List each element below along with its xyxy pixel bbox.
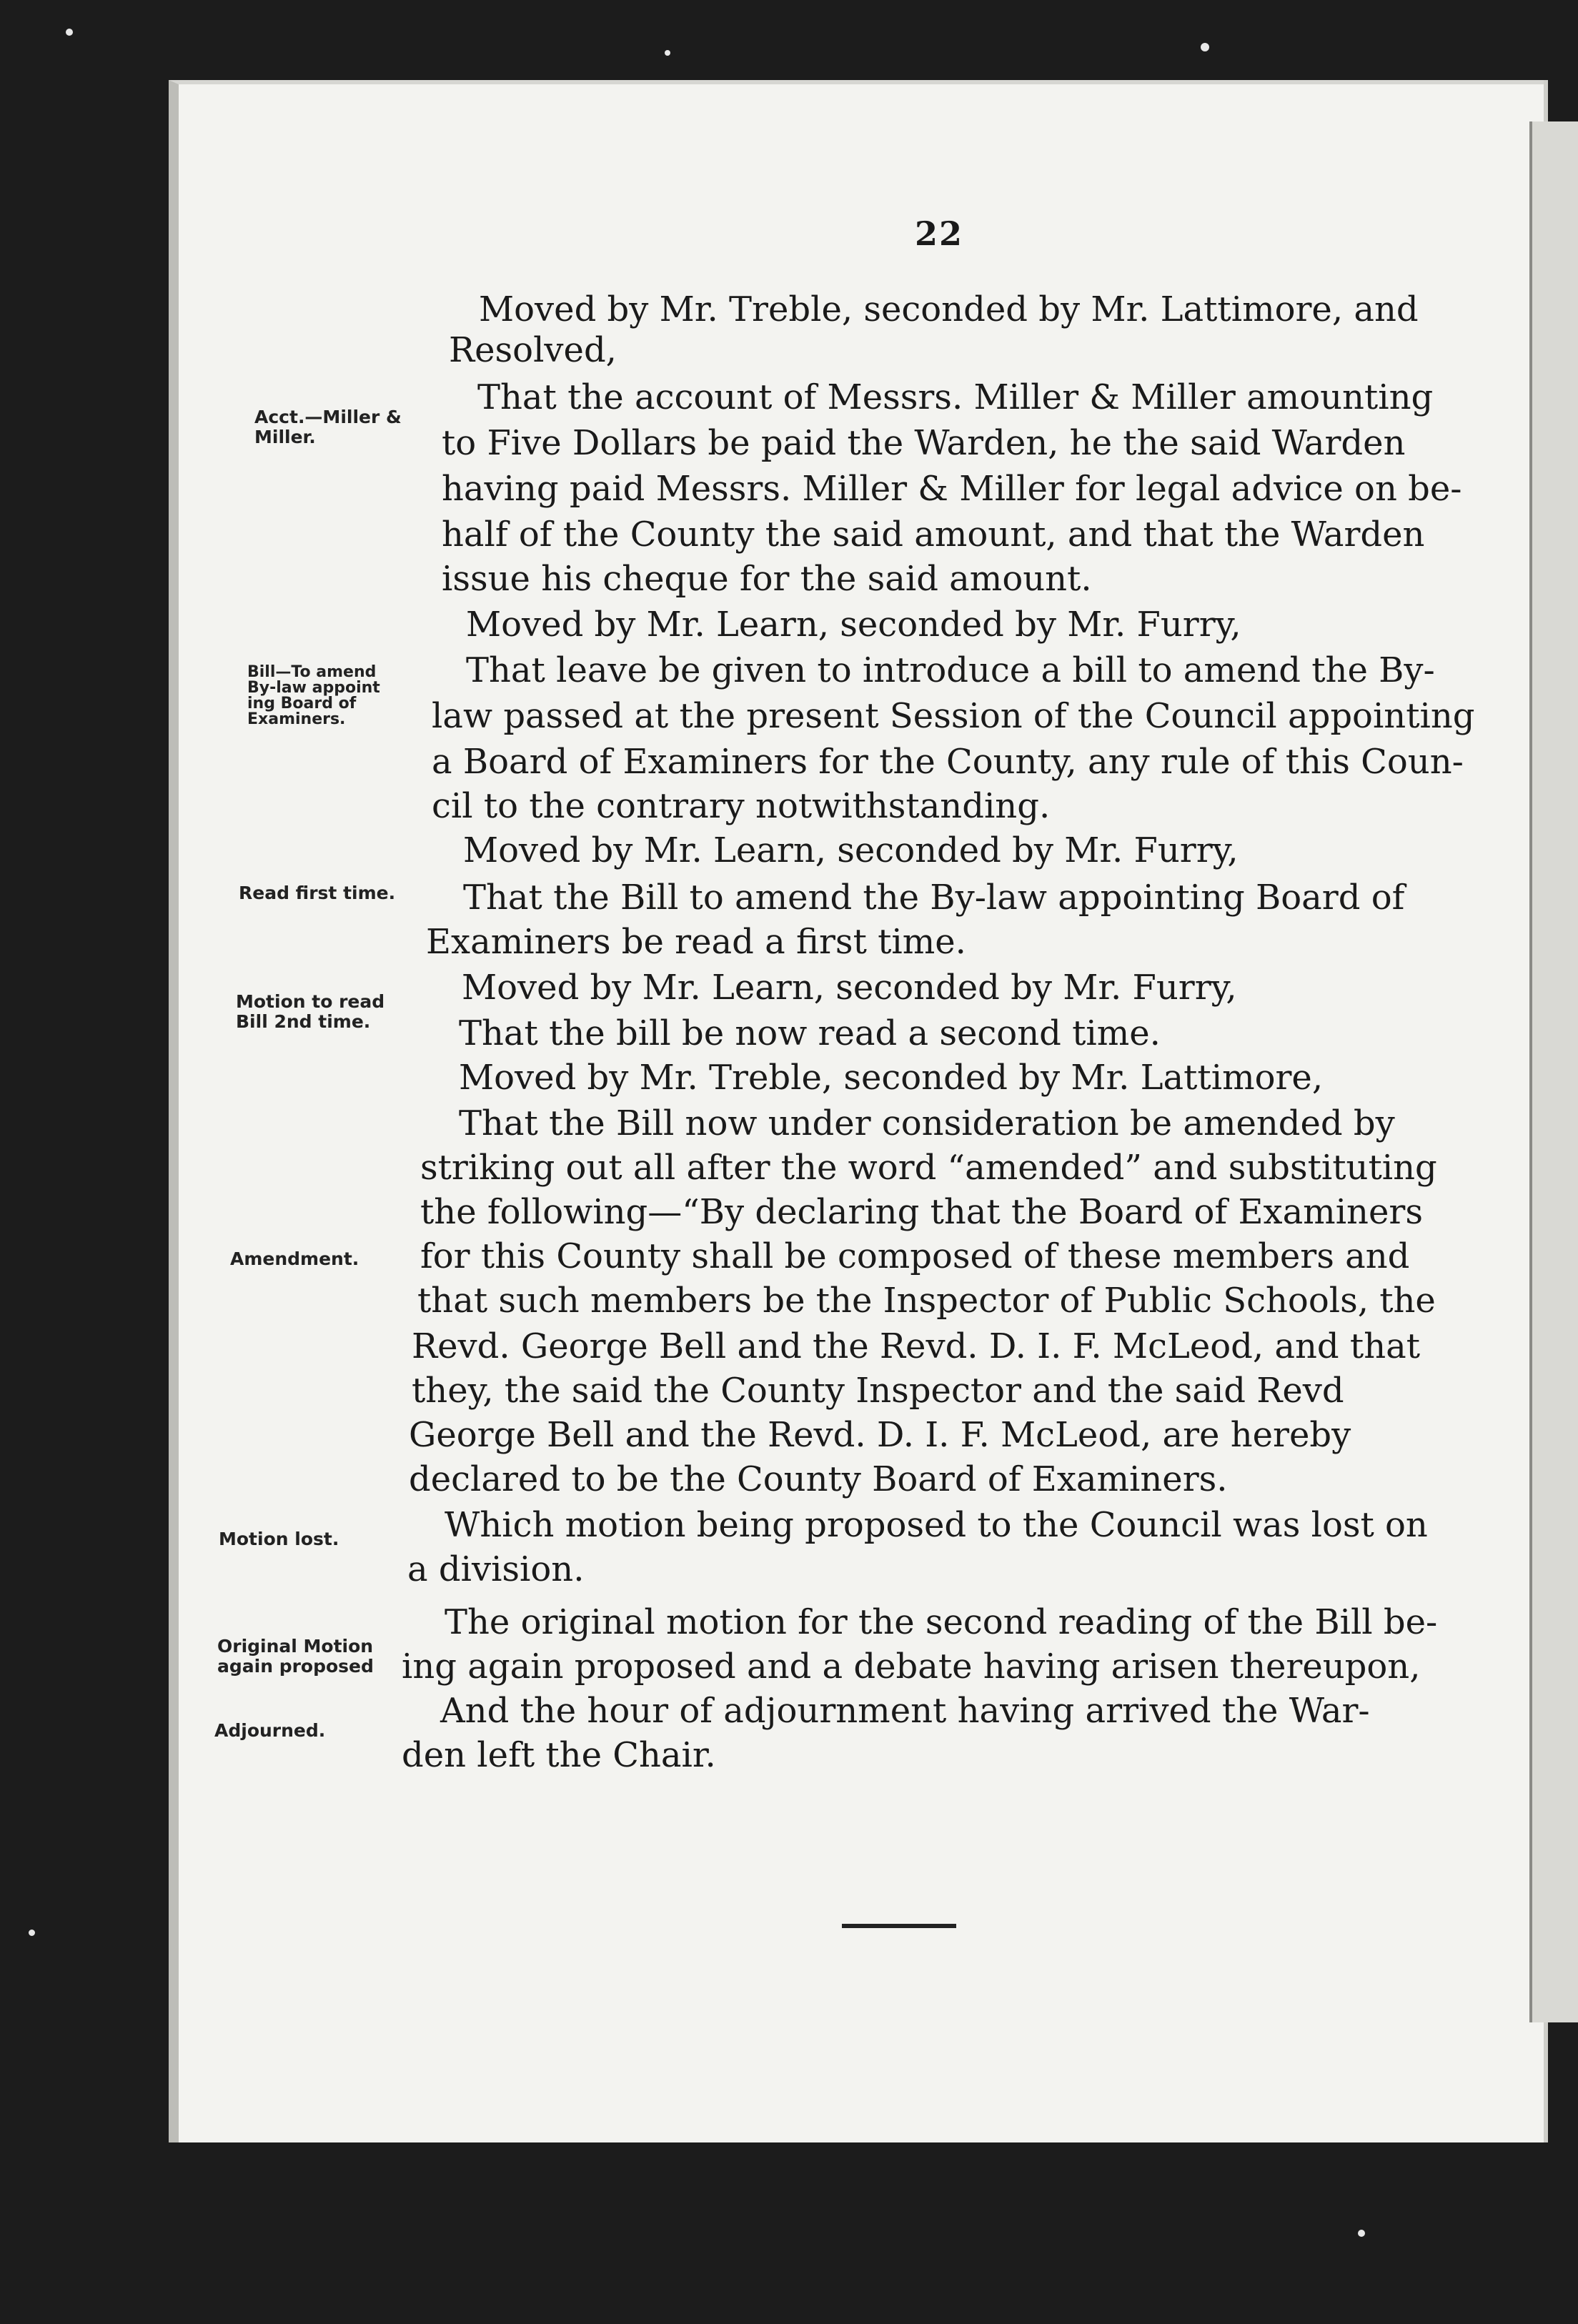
text-line: ing again proposed and a debate having arisen thereupon, [402,1647,1421,1687]
closing-rule [842,1924,956,1928]
text-line: That the Bill to amend the By-law appointing Board of [463,878,1405,918]
text-line: den left the Chair. [402,1735,716,1775]
text-line: Moved by Mr. Learn, seconded by Mr. Furry, [462,968,1237,1008]
film-speck [665,50,670,56]
margin-note: Motion to read Bill 2nd time. [236,991,385,1032]
next-page-edge [1529,121,1578,2022]
margin-note: Adjourned. [214,1720,326,1741]
text-line: law passed at the present Session of the Council appointing [432,696,1475,736]
text-line: That leave be given to introduce a bill to amend the By- [466,650,1435,690]
text-line: Examiners be read a first time. [426,922,966,962]
text-line: That the account of Messrs. Miller & Miller amounting [477,377,1434,417]
text-line: Revd. George Bell and the Revd. D. I. F. McLeod, and that [412,1326,1421,1366]
text-line: That the bill be now read a second time. [459,1013,1161,1053]
page-number: 22 [915,214,964,253]
text-line: That the Bill now under consideration be amended by [459,1103,1395,1143]
text-line: George Bell and the Revd. D. I. F. McLeod, are hereby [409,1415,1351,1455]
text-line: half of the County the said amount, and that the Warden [442,515,1425,555]
text-line: the following—“By declaring that the Board of Examiners [420,1192,1423,1232]
text-line: a division. [407,1549,585,1589]
text-line: declared to be the County Board of Examiners. [409,1459,1228,1499]
text-line: Moved by Mr. Learn, seconded by Mr. Furry, [466,605,1241,645]
text-line: Moved by Mr. Learn, seconded by Mr. Furry, [463,830,1239,870]
text-line: Moved by Mr. Treble, seconded by Mr. Lattimore, and [479,289,1419,329]
text-line: cil to the contrary notwithstanding. [432,786,1051,826]
margin-note: Read first time. [239,883,396,903]
text-line: that such members be the Inspector of Public Schools, the [417,1281,1436,1321]
text-line: The original motion for the second reading of the Bill be- [445,1602,1438,1642]
margin-note: Motion lost. [219,1529,339,1549]
text-line: Moved by Mr. Treble, seconded by Mr. Lattimore, [459,1058,1324,1098]
text-line: Resolved, [449,330,617,370]
text-line: Which motion being proposed to the Council was lost on [445,1505,1428,1545]
text-line: striking out all after the word “amended” and substituting [420,1148,1437,1188]
text-line: for this County shall be composed of these members and [420,1236,1410,1276]
text-line: to Five Dollars be paid the Warden, he the said Warden [442,423,1406,463]
margin-note: Amendment. [230,1248,359,1269]
film-speck [1201,43,1209,51]
margin-note: Acct.—Miller & Miller. [254,407,402,447]
text-line: a Board of Examiners for the County, any rule of this Coun- [432,742,1464,782]
margin-note: Original Motion again proposed [217,1636,374,1677]
text-line: issue his cheque for the said amount. [442,559,1092,599]
text-line: And the hour of adjournment having arrived the War- [440,1691,1370,1731]
text-line: they, the said the County Inspector and the said Revd [412,1371,1344,1411]
film-speck [66,29,73,36]
film-speck [1358,2230,1365,2237]
film-speck [29,1930,35,1936]
margin-note: Bill—To amend By-law appoint ing Board of Examiners. [247,663,380,728]
text-line: having paid Messrs. Miller & Miller for legal advice on be- [442,469,1462,509]
